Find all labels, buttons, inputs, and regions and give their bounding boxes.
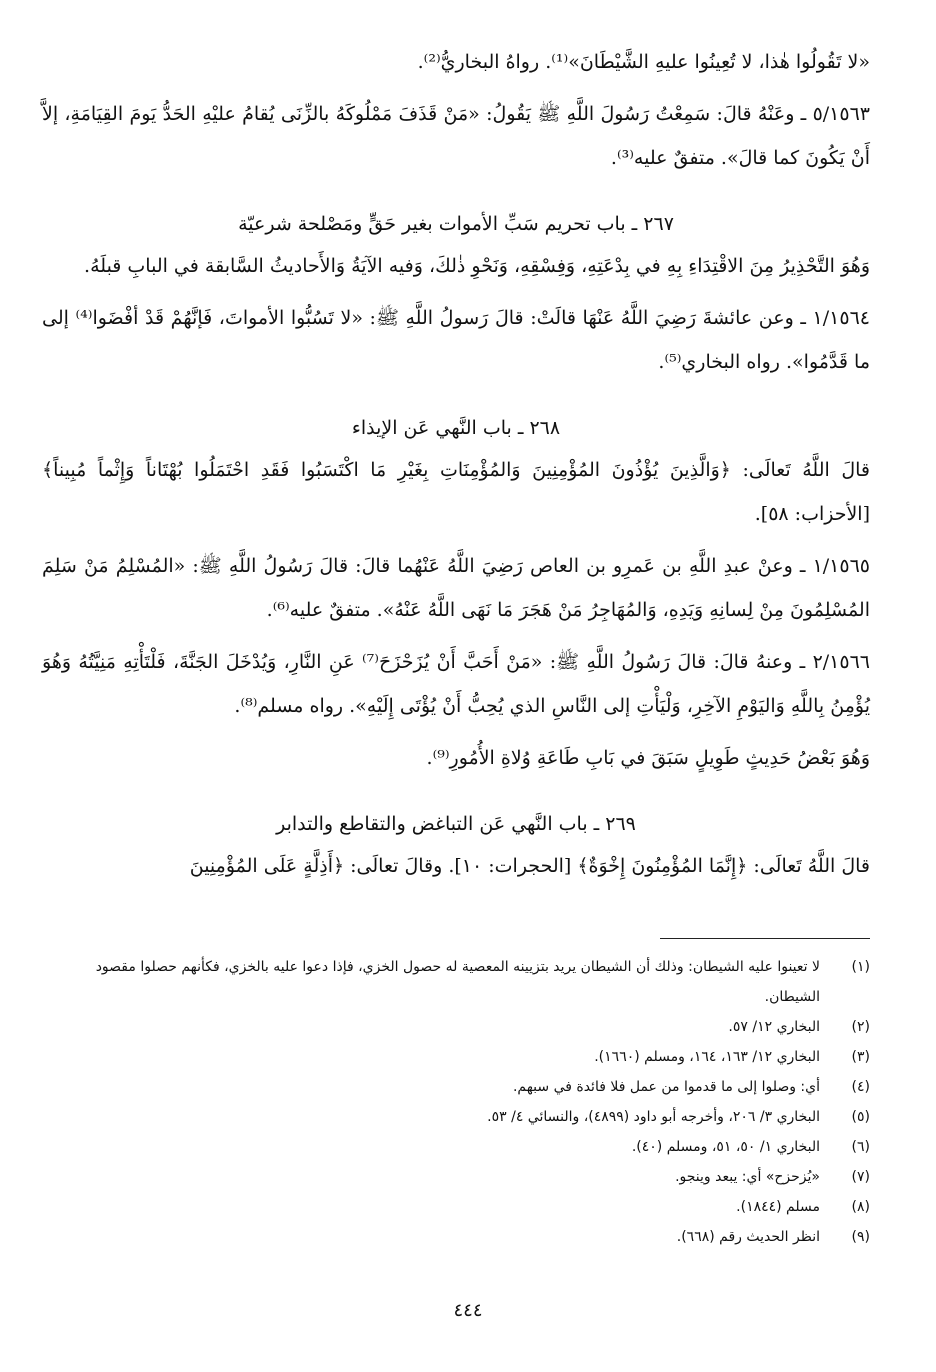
footnote-text: مسلم (١٨٤٤). (736, 1199, 820, 1215)
footnote (42, 952, 870, 1012)
footnote-text: البخاري ١٢/ ٥٧. (728, 1019, 820, 1035)
chapter-title: ٢٦٧ ـ باب تحريم سَبِّ الأموات بغير حَقٍّ ومَصْلحة شرعيّة (238, 213, 674, 235)
footnote (42, 1162, 870, 1192)
chapter-title: ٢٦٩ ـ باب النَّهي عَن التباغض والتقاطع والتدابر (276, 813, 636, 835)
footnote-text: لا تعينوا عليه الشيطان: وذلك أن الشيطان يريد بتزيينه المعصية له حصول الخزي، فإذا دعوا عليه بالخزي، فكأنهم حصلوا مقصود الشيطان. (95, 959, 820, 1005)
quran-verse: قالَ اللَّهُ تَعالَى: ﴿إِنَّمَا المُؤْمِنُونَ إِخْوَةٌ﴾ [الحجرات: ١٠]. وقالَ تعالَى: ﴿أَذِلَّةٍ عَلَى المُؤْمِنِينَ (189, 855, 870, 877)
footnote (42, 1102, 870, 1132)
footnote-number: (٢) (851, 1019, 870, 1035)
hadith-paragraph: ٥/١٥٦٣ ـ وعَنْهُ قالَ: سَمِعْتُ رَسُولَ اللَّهِ ﷺ يَقُولُ: «مَنْ قَذَفَ مَمْلُوكَهُ بالزِّنَى يُقامُ عليْهِ الحَدُّ يَومَ القِيَامَةِ، إلاَّ أَنْ يَكُونَ كما قالَ». متفقٌ عليه⁽³⁾. (42, 103, 870, 169)
footnote-number: (٤) (851, 1079, 870, 1095)
footnote-number: (٨) (851, 1199, 870, 1215)
quran-verse: قالَ اللَّهُ تَعالَى: ﴿وَالَّذِينَ يُؤْذُونَ المُؤْمِنِينَ وَالمُؤْمِنَاتِ بِغَيْرِ مَا اكْتَسَبُوا فَقَدِ احْتَمَلُوا بُهْتَاناً وَإِثْماً مُبِيناً﴾ [الأحزاب: ٥٨]. (42, 459, 870, 525)
footnote-number: (١) (851, 959, 870, 975)
hadith-paragraph: «لا تَقُولُوا هٰذا، لا تُعِينُوا عليهِ الشَّيْطَانَ»⁽¹⁾. رواهُ البخاريُّ⁽²⁾. (417, 51, 870, 73)
footnote (42, 1132, 870, 1162)
footnote (42, 1072, 870, 1102)
footnote (42, 1192, 870, 1222)
footnotes (42, 952, 870, 1252)
footnote-number: (٣) (851, 1049, 870, 1065)
footnote-separator (660, 938, 870, 939)
footnote-number: (٥) (851, 1109, 870, 1125)
footnote-text: «يُزحزح» أي: يبعد وينجو. (675, 1169, 820, 1185)
footnote-text: البخاري ١٢/ ١٦٣، ١٦٤، ومسلم (١٦٦٠). (594, 1049, 820, 1065)
hadith-paragraph: ١/١٥٦٤ ـ وعن عائشةَ رَضِيَ اللَّهُ عَنْهَا قالَتْ: قالَ رَسولُ اللَّهِ ﷺ: «لا تَسُبُّوا الأمواتَ، فَإنَّهُمْ قَدْ أفْضَوا⁽⁴⁾ إلى ما قَدَّمُوا». رواه البخاري⁽⁵⁾. (42, 307, 870, 373)
page-number: ٤٤٤ (453, 1300, 483, 1321)
footnote-number: (٦) (851, 1139, 870, 1155)
chapter-title: ٢٦٨ ـ باب النَّهي عَن الإيذاء (351, 417, 561, 439)
hadith-note: وَهُوَ بَعْضُ حَدِيثٍ طَوِيلٍ سَبَقَ في بَابِ طَاعَةِ وُلاةِ الأُمُورِ⁽⁹⁾. (426, 747, 870, 769)
footnote-text: البخاري ٣/ ٢٠٦، وأخرجه أبو داود (٤٨٩٩)، والنسائي ٤/ ٥٣. (487, 1109, 820, 1125)
main-text (42, 40, 870, 896)
footnote (42, 1222, 870, 1252)
footnote-number: (٧) (851, 1169, 870, 1185)
hadith-paragraph: ٢/١٥٦٦ ـ وعنهُ قالَ: قالَ رَسُولُ اللَّهِ ﷺ: «مَنْ أَحَبَّ أَنْ يُزَحْزَحَ⁽⁷⁾ عَنِ النَّارِ، وَيُدْخَلَ الجَنَّةَ، فَلْتَأْتِهِ مَنِيَّتُهُ وَهُوَ يُؤْمِنُ بِاللَّهِ وَاليَوْمِ الآخِرِ، وَلْيَأْتِ إلى النَّاسِ الذي يُحِبُّ أَنْ يُؤْتَى إِلَيْهِ». رواه مسلم⁽⁸⁾. (42, 651, 870, 717)
chapter-intro: وَهُوَ التَّحْذِيرُ مِنَ الاقْتِدَاءِ بِهِ في بِدْعَتِهِ، وَفِسْقِهِ، وَنَحْوِ ذٰلكَ، وَفيه الآيَةُ وَالأَحاديثُ السَّابقة في البابِ قبلَهُ. (84, 255, 870, 277)
hadith-paragraph: ١/١٥٦٥ ـ وعنْ عبدِ اللَّهِ بن عَمرِو بن العاص رَضِيَ اللَّهُ عَنْهُما قالَ: قالَ رَسُولُ اللَّهِ ﷺ: «المُسْلِمُ مَنْ سَلِمَ المُسْلِمُونَ مِنْ لِسانِهِ وَيَدِهِ، وَالمُهَاجِرُ مَنْ هَجَرَ مَا نَهَى اللَّهُ عَنْهُ». متفقٌ عليه⁽⁶⁾. (42, 555, 870, 621)
footnote-text: أي: وصلوا إلى ما قدموا من عمل فلا فائدة في سبهم. (512, 1079, 820, 1095)
footnote (42, 1042, 870, 1072)
footnote-text: البخاري ١/ ٥٠، ٥١، ومسلم (٤٠). (631, 1139, 820, 1155)
footnote (42, 1012, 870, 1042)
footnote-text: انظر الحديث رقم (٦٦٨). (676, 1229, 820, 1245)
footnote-number: (٩) (851, 1229, 870, 1245)
